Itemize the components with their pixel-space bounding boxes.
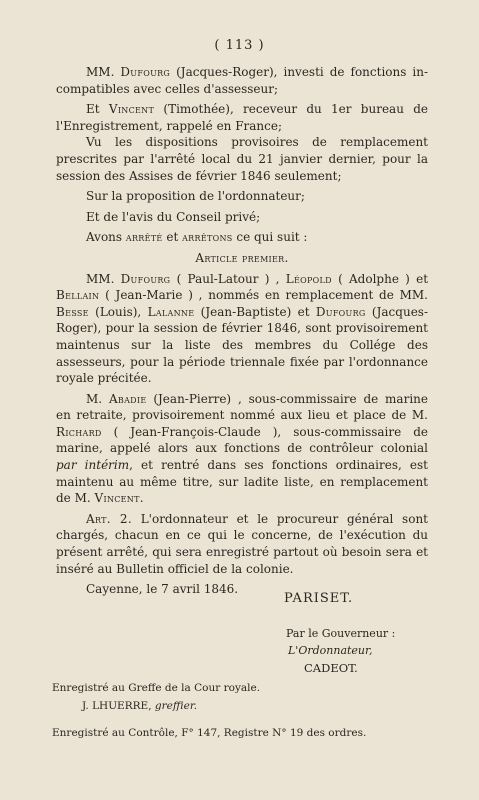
paragraph-avons: Avons arrêté et arrêtons ce qui suit :: [86, 230, 308, 245]
date-line: Cayenne, le 7 avril 1846.: [86, 582, 239, 597]
decree-body: [56, 64, 428, 598]
registration-greffe: Enregistré au Greffe de la Cour royale.: [52, 682, 261, 694]
article1-paragraph1: MM. Dufourg ( Paul-Latour ) , Léopold ( Adolphe ) et Bellain ( Jean-Marie ) , nommés en remplacement de MM. Besse (Louis), Lalanne (Jean-Baptiste) et Dufourg (Jacques-Roger), pour la session de février 1846, sont provisoirement maintenus sur la liste des membres du Collége des assesseurs, pour la période triennale fixée par l'ordonnance royale précitée.: [56, 271, 429, 386]
paragraph-vincent: Et Vincent (Timothée), receveur du 1er bureau de l'Enregistrement, rappelé en France;: [56, 102, 428, 133]
by-governor-label: Par le Gouverneur :: [286, 627, 396, 640]
paragraph-avis: Et de l'avis du Conseil privé;: [86, 209, 261, 224]
paragraph-proposition: Sur la proposition de l'ordonnateur;: [86, 189, 305, 204]
ordonnateur-name: CADEOT.: [304, 661, 358, 675]
registration-controle: Enregistré au Contrôle, F° 147, Registre N° 19 des ordres.: [52, 727, 367, 739]
page-number: ( 113 ): [214, 38, 265, 53]
greffier-title: greffier.: [154, 700, 198, 712]
article1-paragraph2: M. Abadie (Jean-Pierre) , sous-commissaire de marine en retraite, provisoirement nommé aux lieu et place de M. Richard ( Jean-François-Claude ), sous-commissaire de marine, appelé alors aux fonctions de contrôleur colonial par intérim, et rentré dans ses fonctions ordinaires, est maintenu au même titre, sur ladite liste, en remplacement de M. Vincent.: [56, 391, 428, 506]
paragraph-vu: Vu les dispositions provisoires de remplacement prescrites par l'arrêté local du 21 janvier dernier, pour la session des Assises de février 1846 seulement;: [56, 135, 428, 183]
paragraph-dufourg: MM. Dufourg (Jacques-Roger), investi de fonctions in-compatibles avec celles d'assesseur;: [56, 65, 429, 96]
greffier-name: J. LHUERRE,: [82, 700, 152, 712]
ordonnateur-title: L'Ordonnateur,: [288, 644, 373, 657]
article2-paragraph: Art. 2. L'ordonnateur et le procureur général sont chargés, chacun en ce qui le concerne, de l'exécution du présent arrêté, qui sera enregistré partout où besoin sera et inséré au Bulletin officiel de la colonie.: [56, 511, 428, 576]
signature-pariset: PARISET.: [284, 591, 354, 606]
greffier-line: [82, 700, 197, 712]
article-heading: Article premier.: [195, 250, 289, 265]
